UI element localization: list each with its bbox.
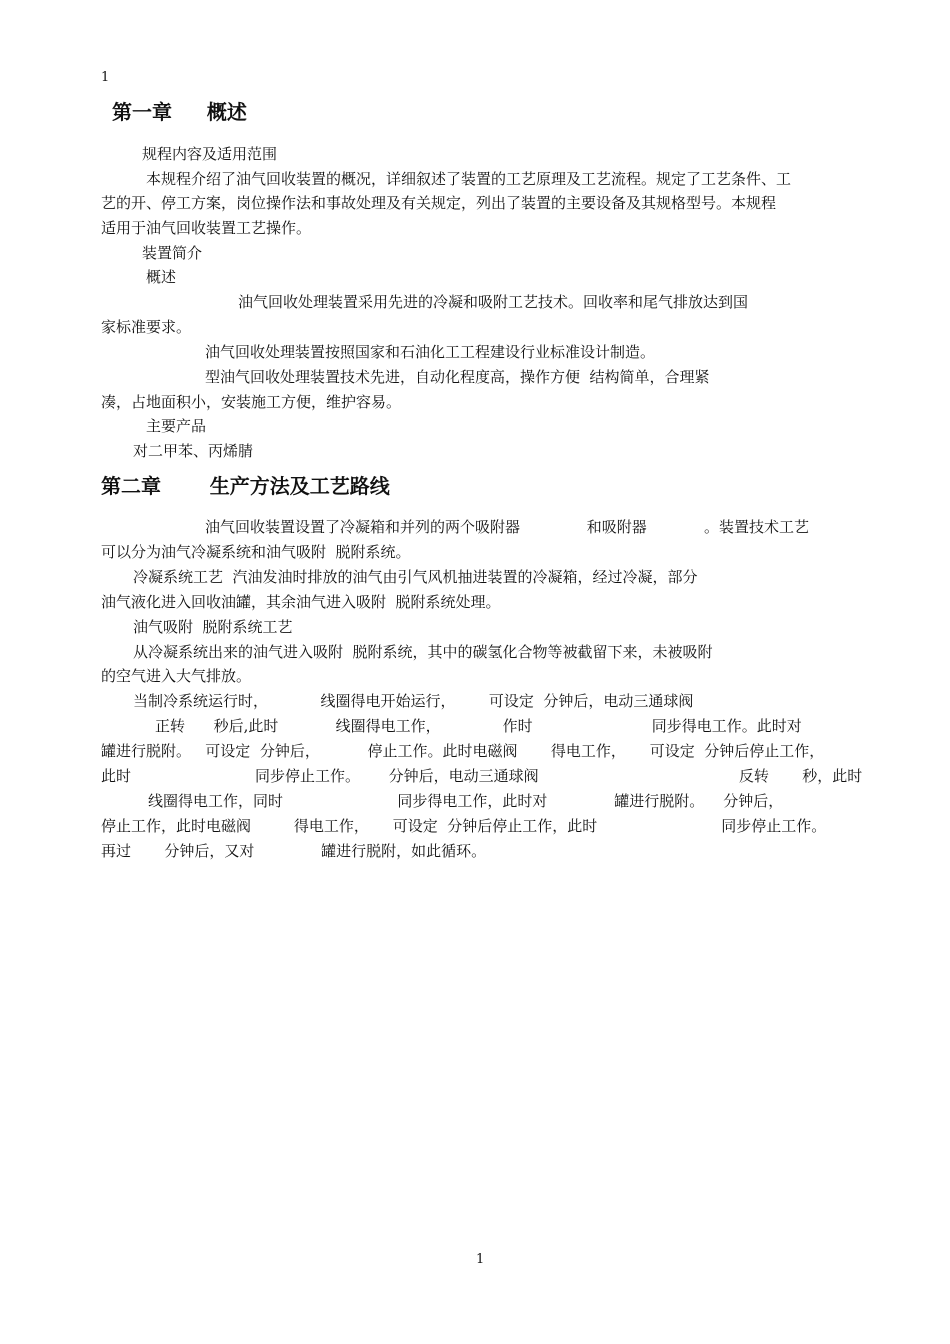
ch2-line-1: 油气回收装置设置了冷凝箱和并列的两个吸附器 和吸附器 。装置技术工艺 xyxy=(205,518,809,536)
ch2-line-7: 的空气进入大气排放。 xyxy=(101,667,252,685)
ch2-line-13: 停止工作，此时电磁阀 得电工作， 可设定 分钟后停止工作，此时 同步停止工作。 xyxy=(101,817,827,835)
ch1-line-4: 适用于油气回收装置工艺操作。 xyxy=(101,219,312,237)
ch1-line-5: 装置简介 xyxy=(142,244,203,262)
ch2-line-14: 再过 分钟后，又对 罐进行脱附，如此循环。 xyxy=(101,842,487,860)
chapter-1-title: 第一章 概述 xyxy=(112,100,247,124)
ch1-line-9: 油气回收处理装置按照国家和石油化工工程建设行业标准设计制造。 xyxy=(205,343,656,361)
top-page-number: 1 xyxy=(101,70,110,85)
ch2-line-8: 当制冷系统运行时， 线圈得电开始运行， 可设定 分钟后，电动三通球阀 xyxy=(133,692,694,710)
ch1-line-2: 本规程介绍了油气回收装置的概况，详细叙述了装置的工艺原理及工艺流程。规定了工艺条件、工 xyxy=(146,170,792,188)
ch2-line-6: 从冷凝系统出来的油气进入吸附 脱附系统，其中的碳氢化合物等被截留下来，未被吸附 xyxy=(133,643,713,661)
ch2-line-12: 线圈得电工作，同时 同步得电工作，此时对 罐进行脱附。 分钟后， xyxy=(148,792,784,810)
ch1-line-12: 主要产品 xyxy=(146,417,207,435)
ch2-line-4: 油气液化进入回收油罐，其余油气进入吸附 脱附系统处理。 xyxy=(101,593,501,611)
ch2-line-3: 冷凝系统工艺 汽油发油时排放的油气由引气风机抽进装置的冷凝箱，经过冷凝，部分 xyxy=(133,568,698,586)
ch2-line-2: 可以分为油气冷凝系统和油气吸附 脱附系统。 xyxy=(101,543,411,561)
ch1-line-8: 家标准要求。 xyxy=(101,318,192,336)
footer-page-number: 1 xyxy=(476,1252,485,1267)
ch2-line-9: 正转 秒后,此时 线圈得电工作， 作时 同步得电工作。此时对 xyxy=(155,717,802,735)
ch2-line-10: 罐进行脱附。 可设定 分钟后， 停止工作。此时电磁阀 得电工作， 可设定 分钟后停止工作， xyxy=(101,742,825,760)
chapter-2-title: 第二章 生产方法及工艺路线 xyxy=(101,474,390,498)
ch1-line-1: 规程内容及适用范围 xyxy=(142,145,278,163)
ch1-line-7: 油气回收处理装置采用先进的冷凝和吸附工艺技术。回收率和尾气排放达到国 xyxy=(238,293,749,311)
ch1-line-13: 对二甲苯、丙烯腈 xyxy=(133,442,254,460)
ch1-line-3: 艺的开、停工方案，岗位操作法和事故处理及有关规定，列出了装置的主要设备及其规格型号。本规程 xyxy=(101,194,777,212)
ch2-line-11: 此时 同步停止工作。 分钟后，电动三通球阀 反转 秒，此时 xyxy=(101,767,863,785)
ch1-line-10: 型油气回收处理装置技术先进，自动化程度高，操作方便 结构简单，合理紧 xyxy=(205,368,710,386)
ch2-line-5: 油气吸附 脱附系统工艺 xyxy=(133,618,293,636)
ch1-line-6: 概述 xyxy=(146,268,177,286)
ch1-line-11: 凑，占地面积小，安装施工方便，维护容易。 xyxy=(101,393,402,411)
